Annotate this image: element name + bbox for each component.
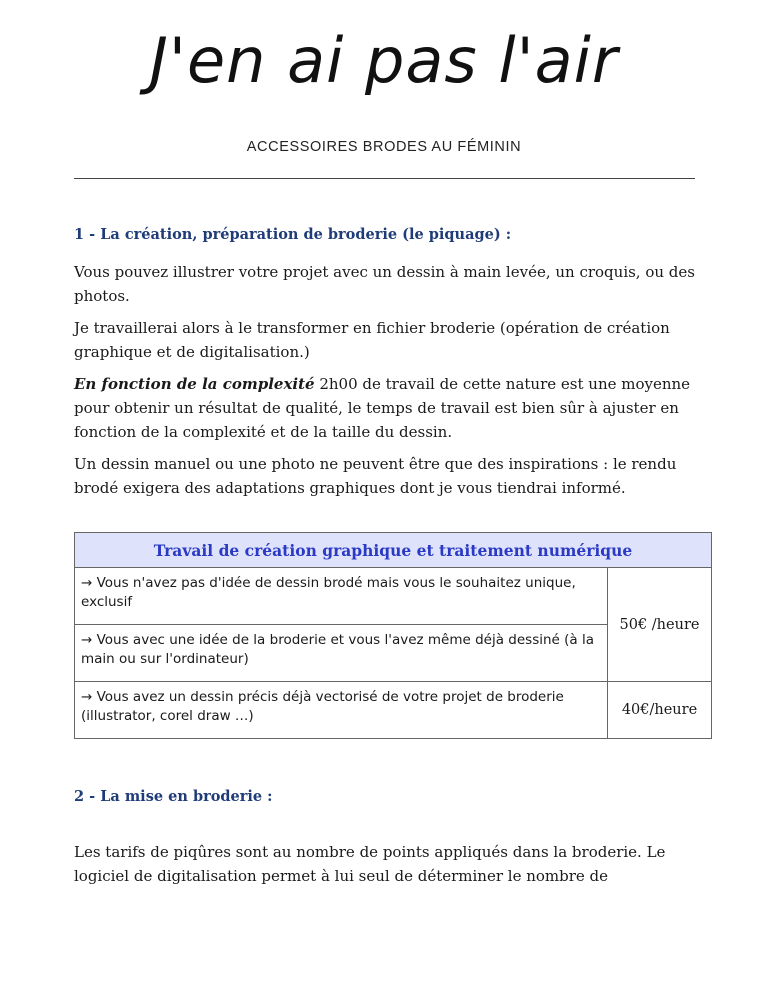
section-1-heading: 1 - La création, préparation de broderie (le piquage) : <box>74 226 512 243</box>
header-divider <box>74 178 695 179</box>
pricing-table-title: Travail de création graphique et traitement numérique <box>75 533 712 568</box>
table-row <box>75 568 712 625</box>
complexity-emphasis: En fonction de la complexité <box>74 375 315 393</box>
table-row <box>75 682 712 739</box>
pricing-row-description: → Vous n'avez pas d'idée de dessin brodé mais vous le souhaitez unique, exclusif <box>75 568 608 625</box>
section-1-paragraph-3 <box>74 372 704 444</box>
section-1-paragraph-4: Un dessin manuel ou une photo ne peuvent être que des inspirations : le rendu brodé exigera des adaptations graphiques dont je vous tiendrai informé. <box>74 455 677 497</box>
pricing-row-description: → Vous avez un dessin précis déjà vectorisé de votre projet de broderie (illustrator, corel draw …) <box>75 682 608 739</box>
pricing-row-description: → Vous avec une idée de la broderie et vous l'avez même déjà dessiné (à la main ou sur l'ordinateur) <box>75 625 608 682</box>
brand-logo: J'en ai pas l'air <box>149 24 619 97</box>
pricing-price-40: 40€/heure <box>608 682 712 739</box>
section-2-paragraph-1: Les tarifs de piqûres sont au nombre de points appliqués dans la broderie. Le logiciel de digitalisation permet à lui seul de déterminer le nombre de <box>74 843 666 885</box>
section-2-heading: 2 - La mise en broderie : <box>74 788 273 805</box>
brand-tagline: ACCESSOIRES BRODES AU FÉMININ <box>246 139 522 155</box>
document-body <box>74 224 704 896</box>
pricing-table <box>74 532 712 739</box>
pricing-table-header-row <box>75 533 712 568</box>
section-1-paragraph-2: Je travaillerai alors à le transformer en fichier broderie (opération de création graphique et de digitalisation.) <box>74 319 670 361</box>
complexity-text: 2h00 de travail de cette nature est une moyenne pour obtenir un résultat de qualité, le temps de travail est bien sûr à ajuster en fonction de la complexité et de la taille du dessin. <box>74 375 691 441</box>
section-1-paragraph-1: Vous pouvez illustrer votre projet avec un dessin à main levée, un croquis, ou des photos. <box>74 263 695 305</box>
pricing-price-50: 50€ /heure <box>608 568 712 682</box>
